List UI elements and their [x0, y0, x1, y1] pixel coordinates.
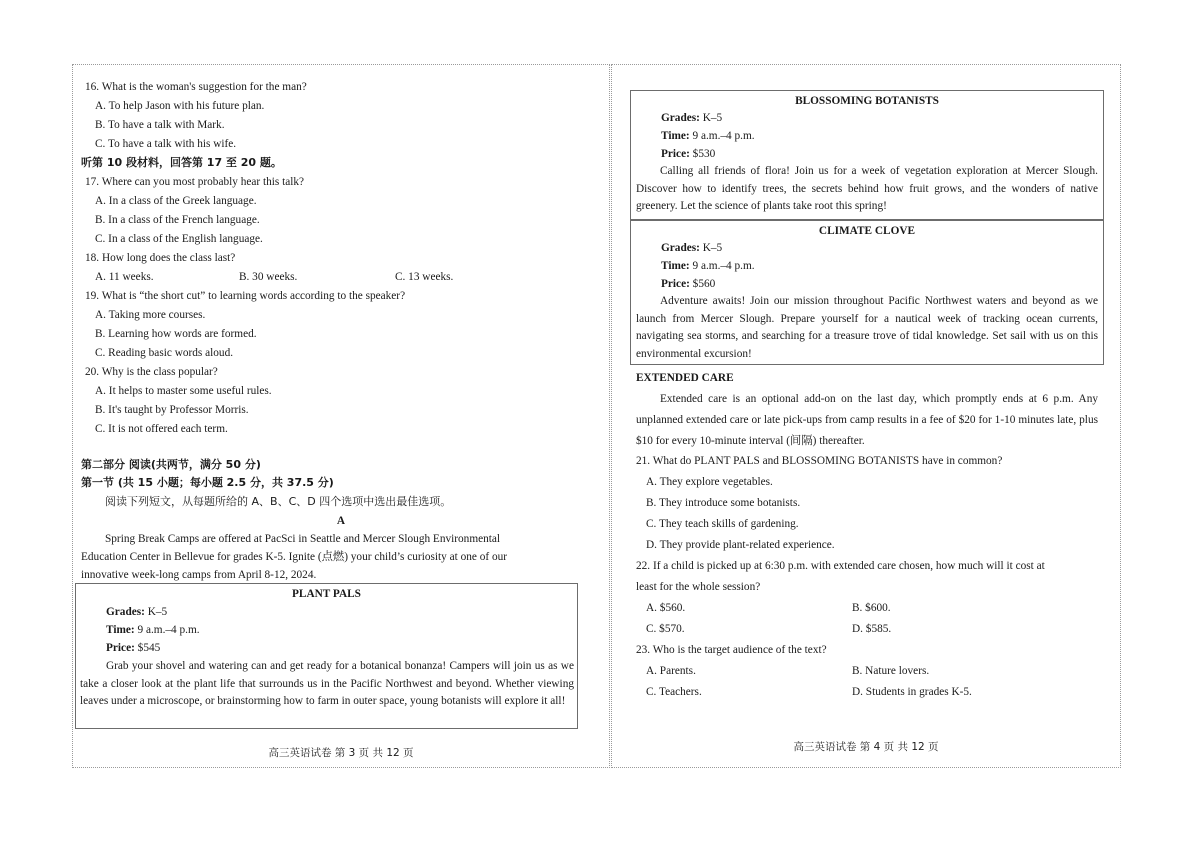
- question-18-stem: 18. How long does the class last?: [85, 252, 236, 264]
- question-16-option-b: B. To have a talk with Mark.: [95, 119, 225, 131]
- section-1-heading: 第一节 (共 15 小题；每小题 2.5 分，共 37.5 分): [81, 476, 334, 489]
- plant-pals-time: [106, 623, 200, 637]
- question-23-option-b: B. Nature lovers.: [852, 665, 930, 677]
- climate-time: [661, 259, 755, 273]
- question-17-stem: 17. Where can you most probably hear this talk?: [85, 176, 305, 188]
- price-label: Price:: [661, 278, 690, 290]
- time-value: 9 a.m.–4 p.m.: [692, 130, 755, 142]
- time-value: 9 a.m.–4 p.m.: [692, 260, 755, 272]
- part-2-heading: 第二部分 阅读(共两节，满分 50 分): [81, 458, 261, 471]
- extended-care-title: EXTENDED CARE: [636, 372, 734, 384]
- question-21-option-b: B. They introduce some botanists.: [646, 497, 801, 509]
- climate-grades: [661, 241, 722, 255]
- exam-page-4: [611, 64, 1121, 768]
- time-label: Time:: [661, 260, 690, 272]
- question-19-option-b: B. Learning how words are formed.: [95, 328, 257, 340]
- question-18-option-a: A. 11 weeks.: [95, 271, 154, 283]
- plant-pals-grades: [106, 605, 167, 619]
- material-10-heading: 听第 10 段材料，回答第 17 至 20 题。: [81, 156, 282, 169]
- climate-price: [661, 277, 715, 291]
- question-22-stem-line-1: 22. If a child is picked up at 6:30 p.m. with extended care chosen, how much will it cost at: [636, 560, 1045, 572]
- blossoming-description: Calling all friends of flora! Join us for a week of vegetation exploration at Mercer Slough. Discover how to identify trees, the secrets behind how fruit grows, and the wonders of native greenery. Let the science of plants take root this spring!: [636, 165, 1098, 212]
- question-23-option-d: D. Students in grades K-5.: [852, 686, 972, 698]
- climate-description: Adventure awaits! Join our mission throughout Pacific Northwest waters and beyond as we launch from Mercer Slough. Prepare yourself for a nautical week of tracking ocean currents, navigating sea storms, and searching for a treasure trove of tidal knowledge. Set sail with us on this environmental excursion!: [636, 295, 1098, 360]
- question-19-option-a: A. Taking more courses.: [95, 309, 206, 321]
- blossoming-botanists-title: BLOSSOMING BOTANISTS: [795, 95, 939, 107]
- question-18-option-b: B. 30 weeks.: [239, 271, 298, 283]
- question-23-option-c: C. Teachers.: [646, 686, 702, 698]
- question-17-option-c: C. In a class of the English language.: [95, 233, 263, 245]
- question-20-stem: 20. Why is the class popular?: [85, 366, 218, 378]
- question-21-option-c: C. They teach skills of gardening.: [646, 518, 799, 530]
- question-22-option-c: C. $570.: [646, 623, 685, 635]
- question-18-option-c: C. 13 weeks.: [395, 271, 454, 283]
- grades-label: Grades:: [661, 112, 700, 124]
- exam-page-3: [72, 64, 610, 768]
- plant-pals-title: PLANT PALS: [292, 588, 361, 600]
- climate-clove-box: [630, 220, 1104, 365]
- intro-line-3: innovative week-long camps from April 8-12, 2024.: [81, 569, 317, 581]
- question-16-option-c: C. To have a talk with his wife.: [95, 138, 237, 150]
- intro-line-2: Education Center in Bellevue for grades K-5. Ignite (点燃) your child’s curiosity at one of our: [81, 551, 508, 563]
- blossoming-grades: [661, 111, 722, 125]
- question-16-option-a: A. To help Jason with his future plan.: [95, 100, 265, 112]
- plant-pals-description: Grab your shovel and watering can and get ready for a botanical bonanza! Campers will join us as we take a closer look at the plant life that surrounds us in the Pacific Northwest and beyond. Whether viewing leaves under a microscope, or brainstorming how to farm in outer space, young botanists will explore it all!: [80, 660, 574, 707]
- question-22-stem-line-2: least for the whole session?: [636, 581, 761, 593]
- grades-label: Grades:: [106, 606, 145, 618]
- price-label: Price:: [661, 148, 690, 160]
- question-22-option-d: D. $585.: [852, 623, 892, 635]
- intro-line-1: Spring Break Camps are offered at PacSci in Seattle and Mercer Slough Environmental: [105, 533, 501, 545]
- question-17-option-b: B. In a class of the French language.: [95, 214, 260, 226]
- blossoming-botanists-box: [630, 90, 1104, 220]
- plant-pals-box: [75, 583, 578, 729]
- climate-clove-title: CLIMATE CLOVE: [818, 225, 916, 237]
- price-value: $530: [692, 148, 716, 160]
- passage-letter: A: [336, 515, 346, 527]
- plant-pals-price: [106, 641, 160, 655]
- question-20-option-c: C. It is not offered each term.: [95, 423, 228, 435]
- price-value: $560: [692, 278, 716, 290]
- question-23-option-a: A. Parents.: [646, 665, 696, 677]
- question-20-option-b: B. It's taught by Professor Morris.: [95, 404, 249, 416]
- blossoming-price: [661, 147, 715, 161]
- question-21-stem: 21. What do PLANT PALS and BLOSSOMING BOTANISTS have in common?: [636, 455, 1003, 467]
- question-20-option-a: A. It helps to master some useful rules.: [95, 385, 272, 397]
- question-22-option-a: A. $560.: [646, 602, 686, 614]
- question-21-option-a: A. They explore vegetables.: [646, 476, 773, 488]
- grades-value: K–5: [147, 606, 168, 618]
- price-value: $545: [137, 642, 161, 654]
- question-17-option-a: A. In a class of the Greek language.: [95, 195, 257, 207]
- question-23-stem: 23. Who is the target audience of the text?: [636, 644, 827, 656]
- question-19-option-c: C. Reading basic words aloud.: [95, 347, 234, 359]
- price-label: Price:: [106, 642, 135, 654]
- grades-label: Grades:: [661, 242, 700, 254]
- blossoming-time: [661, 129, 755, 143]
- time-value: 9 a.m.–4 p.m.: [137, 624, 200, 636]
- question-21-option-d: D. They provide plant-related experience.: [646, 539, 835, 551]
- question-16-stem: 16. What is the woman's suggestion for the man?: [85, 81, 307, 93]
- page-4-footer: 高三英语试卷 第 4 页 共 12 页: [793, 741, 939, 753]
- time-label: Time:: [106, 624, 135, 636]
- time-label: Time:: [661, 130, 690, 142]
- extended-care-description: Extended care is an optional add-on on the last day, which promptly ends at 6 p.m. Any unplanned extended care or late pick-ups from camp results in a fee of $20 for 1-10 minutes late, plus $10 for every 10-minute interval (间隔) thereafter.: [636, 393, 1098, 447]
- grades-value: K–5: [702, 242, 723, 254]
- question-19-stem: 19. What is “the short cut” to learning words according to the speaker?: [85, 290, 406, 302]
- reading-instruction: 阅读下列短文，从每题所给的 A、B、C、D 四个选项中选出最佳选项。: [105, 495, 452, 508]
- grades-value: K–5: [702, 112, 723, 124]
- question-22-option-b: B. $600.: [852, 602, 891, 614]
- page-3-footer: 高三英语试卷 第 3 页 共 12 页: [268, 747, 414, 759]
